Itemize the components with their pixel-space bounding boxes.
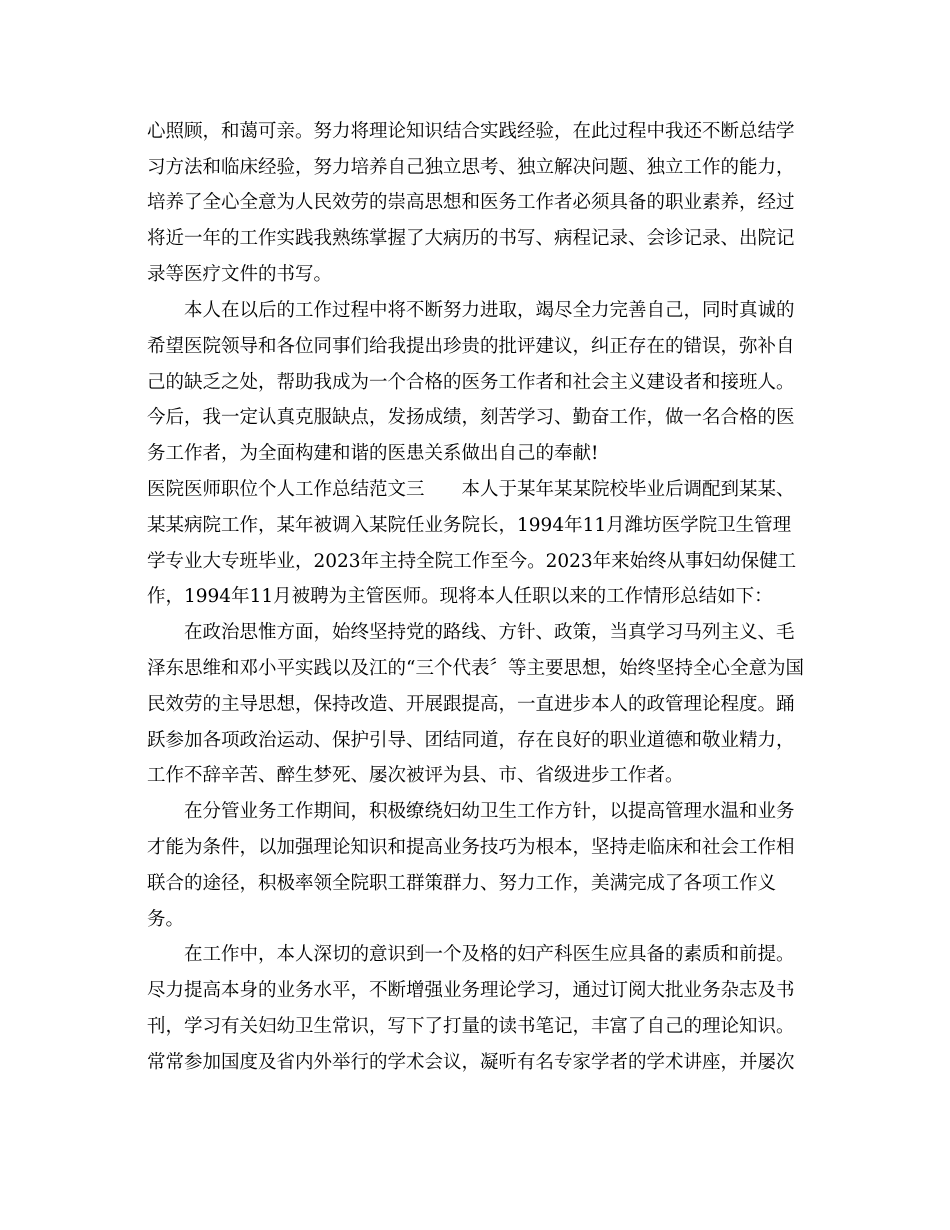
- text-line: 常常参加国度及省内外举行的学术会议，凝听有名专家学者的学术讲座，并屡次: [147, 1052, 795, 1073]
- text-line: 务。: [147, 909, 185, 930]
- text-line: 某某病院工作，某年被调入某院任业务院长，1994年11月潍坊医学院卫生管理: [147, 515, 792, 536]
- paragraph-first-line: 本人在以后的工作过程中将不断努力进取，竭尽全力完善自己，同时真诚的: [184, 300, 795, 321]
- text-line: 希望医院领导和各位同事们给我提出珍贵的批评建议，纠正存在的错误，弥补自: [147, 336, 795, 357]
- text-line: 尽力提高本身的业务水平，不断增强业务理论学习，通过订阅大批业务杂志及书: [147, 980, 795, 1001]
- text-line: 泽东思维和邓小平实践以及江的“三个代表〞等主要思想，始终坚持全心全意为国: [147, 658, 804, 679]
- text-line: 民效劳的主导思想，保持改造、开展跟提高，一直进步本人的政管理论程度。踊: [147, 694, 795, 715]
- paragraph-first-line: 在政治思惟方面，始终坚持党的路线、方针、政策，当真学习马列主义、毛: [184, 622, 795, 643]
- text-line: 培养了全心全意为人民效劳的崇高思想和医务工作者必须具备的职业素养，经过: [147, 192, 795, 213]
- text-line: 今后，我一定认真克服缺点，发扬成绩，刻苦学习、勤奋工作，做一名合格的医: [147, 407, 795, 428]
- text-line: 跃参加各项政治运动、保护引导、团结同道，存在良好的职业道德和敬业精力，: [147, 730, 795, 751]
- section-heading-line: 医院医师职位个人工作总结范文三 本人于某年某某院校毕业后调配到某某、: [147, 479, 795, 500]
- text-line: 学专业大专班毕业，2023年主持全院工作至今。2023年来始终从事妇幼保健工: [147, 551, 797, 572]
- text-line: 工作不辞辛苦、醉生梦死、屡次被评为县、市、省级进步工作者。: [147, 765, 684, 786]
- text-line: 务工作者，为全面构建和谐的医患关系做出自己的奉献!: [147, 443, 599, 464]
- text-line: 作，1994年11月被聘为主管医师。现将本人任职以来的工作情形总结如下：: [147, 586, 773, 607]
- text-line: 联合的途径，积极率领全院职工群策群力、努力工作，美满完成了各项工作义: [147, 873, 777, 894]
- text-line: 己的缺乏之处，帮助我成为一个合格的医务工作者和社会主义建设者和接班人。: [147, 372, 795, 393]
- text-line: 将近一年的工作实践我熟练掌握了大病历的书写、病程记录、会诊记录、出院记: [147, 228, 795, 249]
- text-line: 刊，学习有关妇幼卫生常识，写下了打量的读书笔记，丰富了自己的理论知识。: [147, 1016, 795, 1037]
- text-line: 录等医疗文件的书写。: [147, 264, 333, 285]
- paragraph-first-line: 在工作中，本人深切的意识到一个及格的妇产科医生应具备的素质和前提。: [184, 944, 795, 965]
- text-line: 才能为条件，以加强理论知识和提高业务技巧为根本，坚持走临床和社会工作相: [147, 837, 795, 858]
- text-line: 习方法和临床经验，努力培养自己独立思考、独立解决问题、独立工作的能力，: [147, 157, 795, 178]
- text-line: 心照顾，和蔼可亲。努力将理论知识结合实践经验，在此过程中我还不断总结学: [147, 121, 795, 142]
- paragraph-first-line: 在分管业务工作期间，积极缭绕妇幼卫生工作方针，以提高管理水温和业务: [184, 801, 795, 822]
